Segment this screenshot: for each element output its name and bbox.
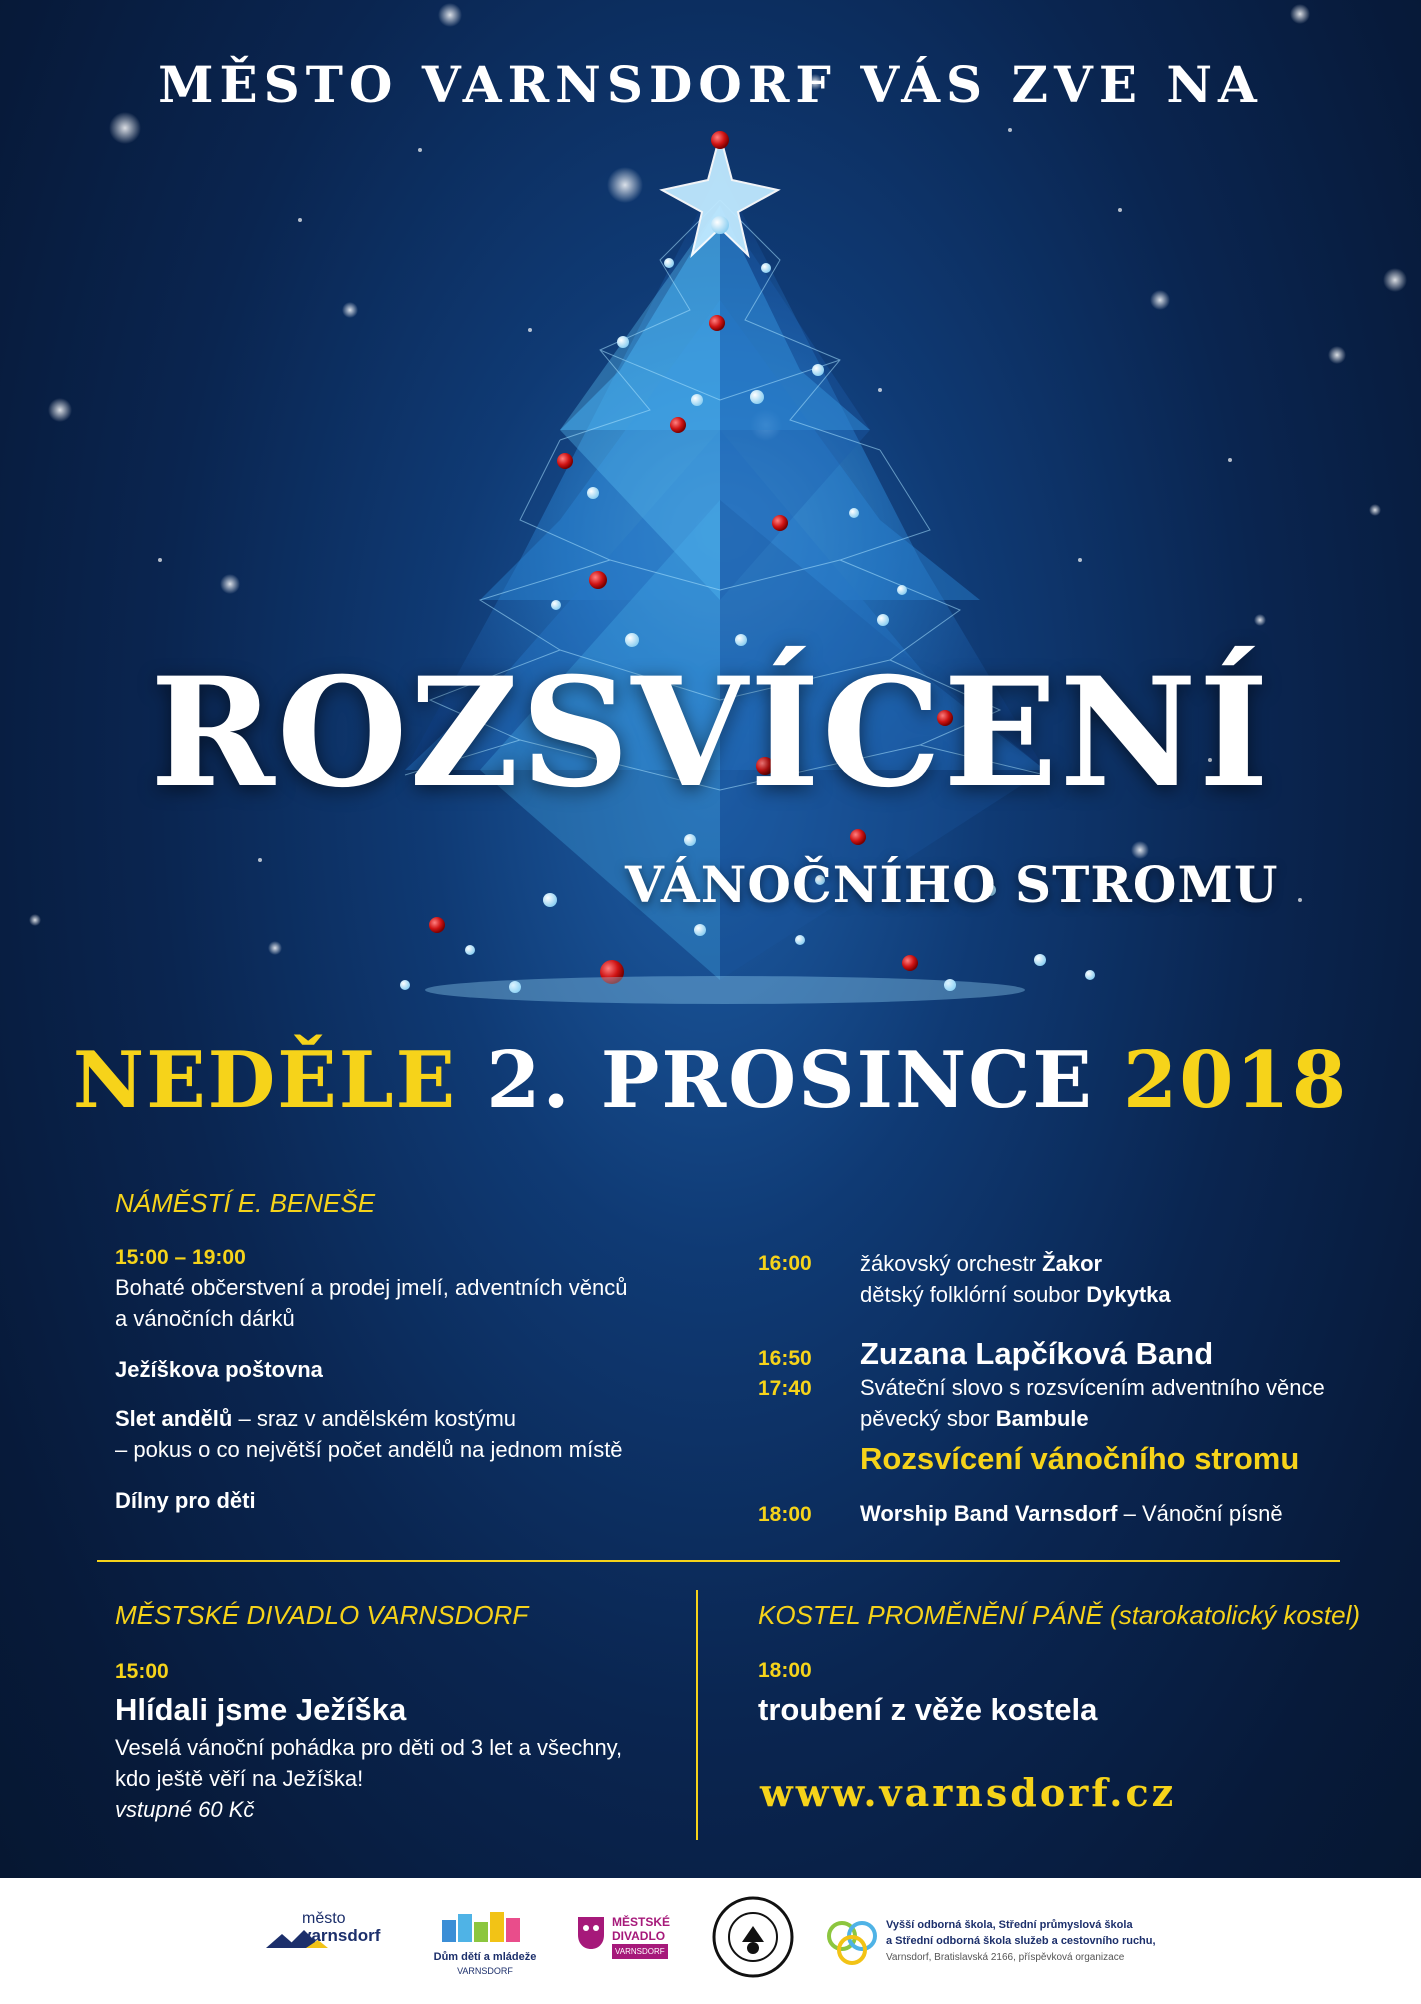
date-day: NEDĚLE (72, 1035, 458, 1126)
program-time: 16:50 (758, 1347, 812, 1370)
program-time: 18:00 (758, 1503, 812, 1526)
church-time: 18:00 (758, 1659, 812, 1682)
section-divider (97, 1560, 1340, 1562)
program-orchestra (860, 1248, 1380, 1279)
tree-base-glow (425, 976, 1025, 1004)
theatre-time: 15:00 (115, 1660, 169, 1683)
footer-logos (0, 1878, 1421, 2004)
theatre-price: vstupné 60 Kč (115, 1797, 255, 1822)
square-heading: NÁMĚSTÍ E. BENEŠE (115, 1188, 376, 1218)
program-text: – pokus o co největší počet andělů na jednom místě (115, 1437, 623, 1462)
program-time: 17:40 (758, 1377, 812, 1400)
logo1-line2: varnsdorf (302, 1926, 381, 1945)
orchestra-label: žákovský orchestr (860, 1251, 1043, 1276)
program-folklore (860, 1279, 1380, 1310)
date-year: 2018 (1123, 1035, 1349, 1126)
worship-desc: – Vánoční písně (1117, 1501, 1283, 1526)
program-workshops: Dílny pro děti (115, 1488, 256, 1513)
theatre-heading: MĚSTSKÉ DIVADLO VARNSDORF (115, 1600, 529, 1630)
theatre-desc: kdo ještě věří na Ježíška! (115, 1766, 364, 1791)
program-postbox: Ježíškova poštovna (115, 1357, 323, 1382)
church-event: troubení z věže kostela (758, 1692, 1098, 1727)
logo3-line2: DIVADLO (612, 1929, 666, 1943)
program-worship (860, 1498, 1380, 1529)
logo-mesto-varnsdorf (262, 1908, 392, 1968)
program-choir (860, 1403, 1380, 1434)
school-line2: a Střední odborná škola služeb a cestovního ruchu, (886, 1935, 1156, 1947)
logo-ddm (420, 1908, 570, 1978)
logo2-line2: VARNSDORF (457, 1966, 513, 1976)
choir-label: pěvecký sbor (860, 1406, 996, 1431)
logo-mestske-divadlo (574, 1913, 694, 1963)
buildings-icon (420, 1908, 570, 1948)
logo3-line1: MĚSTSKÉ (612, 1915, 671, 1929)
folklore-label: dětský folklórní soubor (860, 1282, 1087, 1307)
choir-name: Bambule (995, 1406, 1089, 1431)
program-text: Bohaté občerstvení a prodej jmelí, adventních věnců (115, 1275, 628, 1300)
invitation-tagline: MĚSTO VARNSDORF VÁS ZVE NA (158, 55, 1263, 114)
theatre-mask-icon (574, 1913, 608, 1953)
program-speech: Sváteční slovo s rozsvícením adventního věnce (860, 1375, 1325, 1400)
logo3-line3: VARNSDORF (612, 1944, 668, 1959)
website-link[interactable]: www.varnsdorf.cz (760, 1770, 1177, 1815)
logo2-line1: Dům dětí a mládeže (433, 1951, 537, 1963)
church-heading: KOSTEL PROMĚNĚNÍ PÁNĚ (starokatolický kostel) (758, 1600, 1361, 1630)
program-angels (115, 1403, 675, 1434)
angels-title: Slet andělů (115, 1406, 233, 1431)
event-date (0, 1035, 1421, 1126)
date-day-month: 2. PROSINCE (486, 1035, 1094, 1126)
worship-name: Worship Band Varnsdorf (860, 1501, 1118, 1526)
program-tree-lighting: Rozsvícení vánočního stromu (860, 1441, 1300, 1476)
firefighters-emblem-icon (712, 1896, 794, 1978)
event-title: ROZSVÍCENÍ (150, 645, 1271, 821)
program-time: 16:00 (758, 1252, 812, 1275)
program-text: a vánočních dárků (115, 1306, 295, 1331)
logo1-line1: město (302, 1910, 346, 1927)
theatre-desc: Veselá vánoční pohádka pro děti od 3 let a všechny, (115, 1735, 623, 1760)
school-line1: Vyšší odborná škola, Střední průmyslová škola (886, 1919, 1133, 1931)
theatre-show-title: Hlídali jsme Ježíška (115, 1692, 407, 1727)
orchestra-name: Žakor (1042, 1251, 1103, 1276)
program-band: Zuzana Lapčíková Band (860, 1336, 1214, 1371)
school-line3: Varnsdorf, Bratislavská 2166, příspěvková organizace (886, 1952, 1125, 1963)
angels-desc: – sraz v andělském kostýmu (232, 1406, 517, 1431)
column-divider (696, 1590, 698, 1840)
folklore-name: Dykytka (1086, 1282, 1171, 1307)
program-time: 15:00 – 19:00 (115, 1246, 246, 1269)
square-left-program (115, 1246, 675, 1516)
event-subtitle: VÁNOČNÍHO STROMU (625, 855, 1279, 914)
school-rings-icon (824, 1916, 884, 1966)
